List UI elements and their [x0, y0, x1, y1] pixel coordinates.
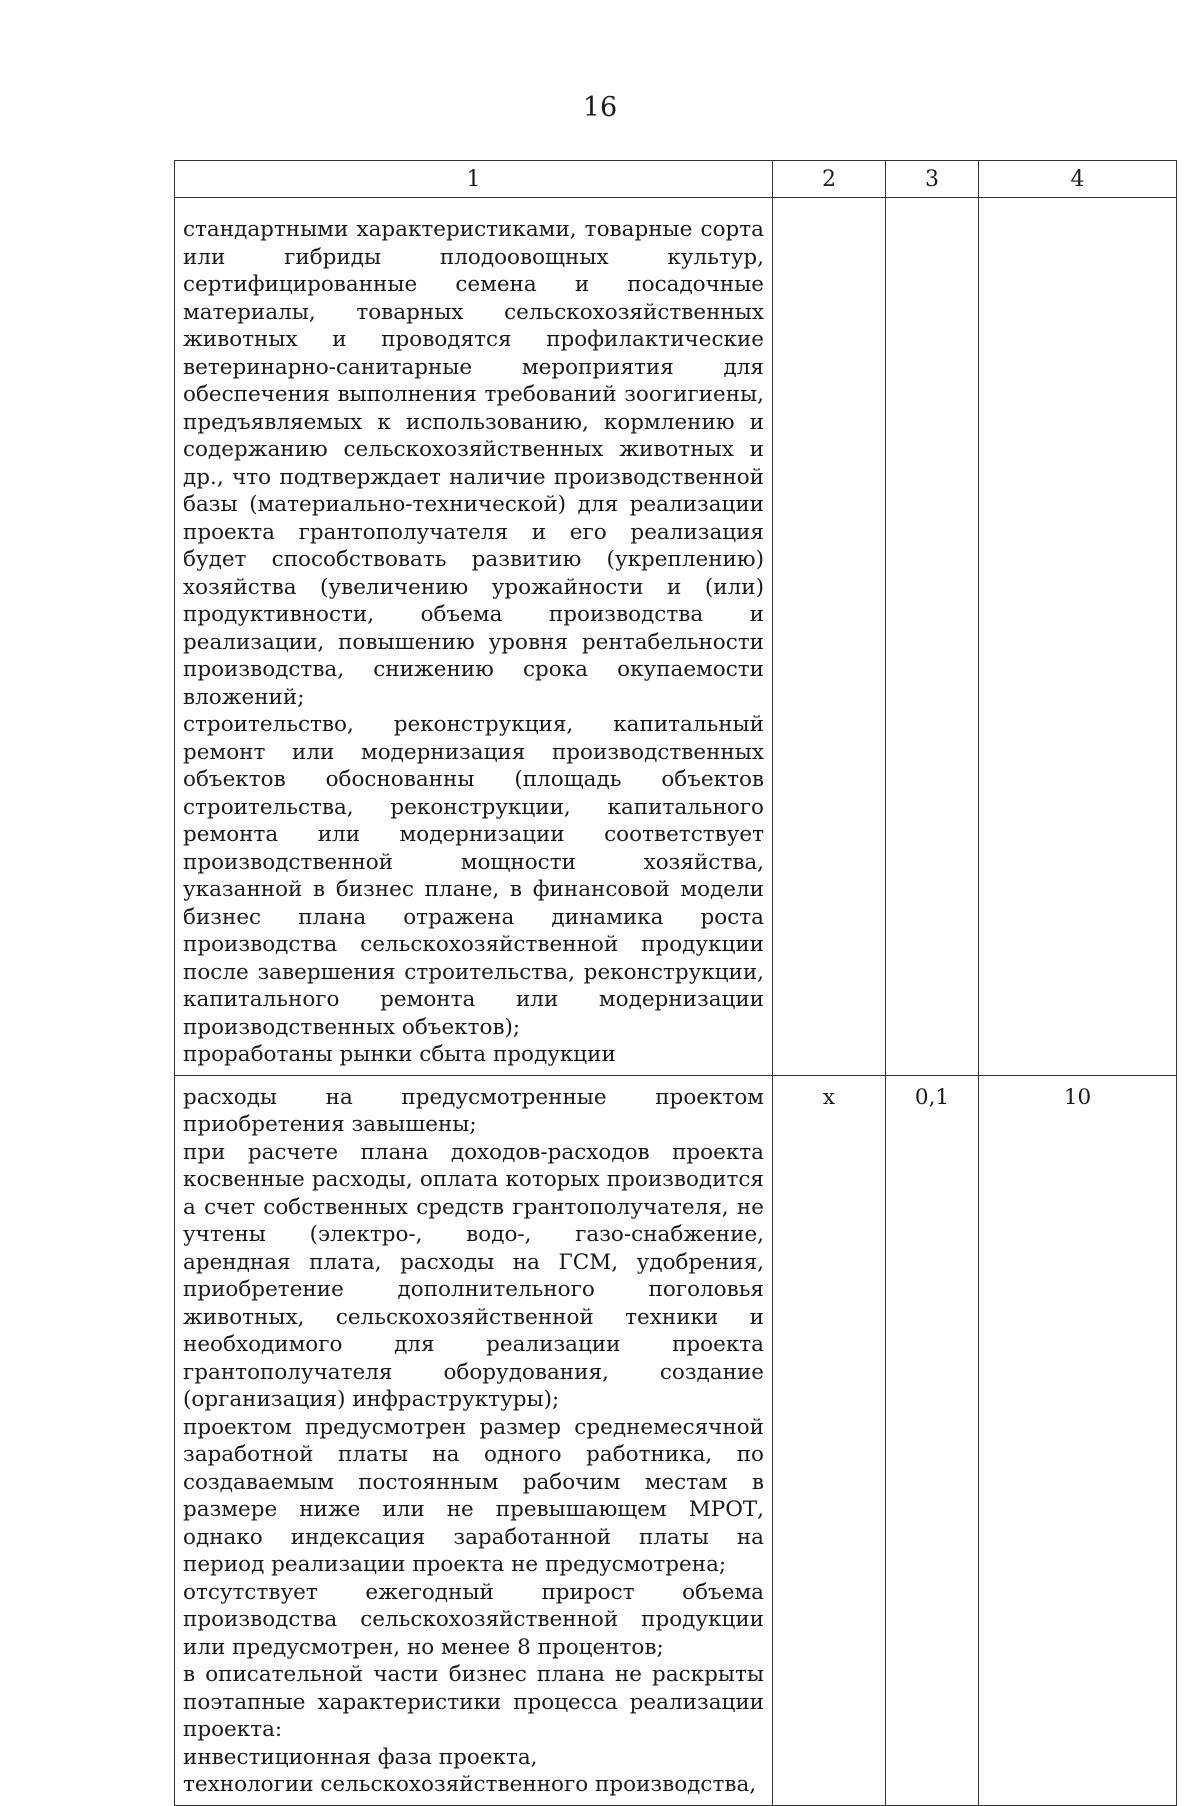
- value-cell-col2: [773, 198, 886, 1076]
- criteria-paragraph: расходы на предусмотренные проектом приобретения завышены;: [183, 1084, 764, 1137]
- column-header-1: 1: [175, 161, 773, 198]
- value-cell-col3: 0,1: [886, 1075, 979, 1805]
- table-row: [175, 198, 1177, 1076]
- criteria-paragraph: стандартными характеристиками, товарные сорта или гибриды плодоовощных культур, сертифицированные семена и посадочные материалы, товарных сельскохозяйственных животных и проводятся профилактические ветеринарно-санитарные мероприятия для обеспечения выполнения требований зоогигиены, предъявляемых к использованию, кормлению и содержанию сельскохозяйственных животных и др., что подтверждает наличие производственной базы (материально-технической) для реализации проекта грантополучателя и его реализация будет способствовать развитию (укреплению) хозяйства (увеличению урожайности и (или) продуктивности, объема производства и реализации, повышению уровня рентабельности производства, снижению срока окупаемости вложений;: [183, 217, 764, 710]
- column-header-4: 4: [979, 161, 1177, 198]
- criteria-paragraph: строительство, реконструкция, капитальный ремонт или модернизация производственных объектов обоснованны (площадь объектов строительства, реконструкции, капитального ремонта или модернизации соответствует производственной мощности хозяйства, указанной в бизнес плане, в финансовой модели бизнес плана отражена динамика роста производства сельскохозяйственной продукции после завершения строительства, реконструкции, капитального ремонта или модернизации производственных объектов);: [183, 712, 764, 1040]
- criteria-paragraph: отсутствует ежегодный прирост объема производства сельскохозяйственной продукции или предусмотрен, но менее 8 процентов;: [183, 1579, 764, 1660]
- criteria-text-cell: [175, 198, 773, 1076]
- criteria-paragraph: проработаны рынки сбыта продукции: [183, 1042, 616, 1067]
- criteria-table: [174, 160, 1177, 1806]
- criteria-paragraph: проектом предусмотрен размер среднемесячной заработной платы на одного работника, по создаваемым постоянным рабочим местам в размере ниже или не превышающем МРОТ, однако индексация заработанной платы на период реализации проекта не предусмотрена;: [183, 1414, 764, 1577]
- criteria-text-cell: [175, 1075, 773, 1805]
- table-row: [175, 1075, 1177, 1805]
- page-number: 16: [582, 92, 618, 123]
- criteria-paragraph: при расчете плана доходов-расходов проекта косвенные расходы, оплата которых производится а счет собственных средств грантополучателя, не учтены (электро-, водо-, газо-снабжение, арендная плата, расходы на ГСМ, удобрения, приобретение дополнительного поголовья животных, сельскохозяйственной техники и необходимого для реализации проекта грантополучателя оборудования, создание (организация) инфраструктуры);: [183, 1139, 764, 1412]
- criteria-paragraph: в описательной части бизнес плана не раскрыты поэтапные характеристики процесса реализации проекта:: [183, 1662, 764, 1742]
- value-cell-col4: 10: [979, 1075, 1177, 1805]
- value-cell-col4: [979, 198, 1177, 1076]
- column-header-3: 3: [886, 161, 979, 198]
- column-header-2: 2: [773, 161, 886, 198]
- table-header-row: [175, 161, 1177, 198]
- value-cell-col3: [886, 198, 979, 1076]
- criteria-paragraph: инвестиционная фаза проекта,: [183, 1744, 538, 1770]
- value-cell-col2: х: [773, 1075, 886, 1805]
- criteria-paragraph: технологии сельскохозяйственного производства,: [183, 1772, 757, 1797]
